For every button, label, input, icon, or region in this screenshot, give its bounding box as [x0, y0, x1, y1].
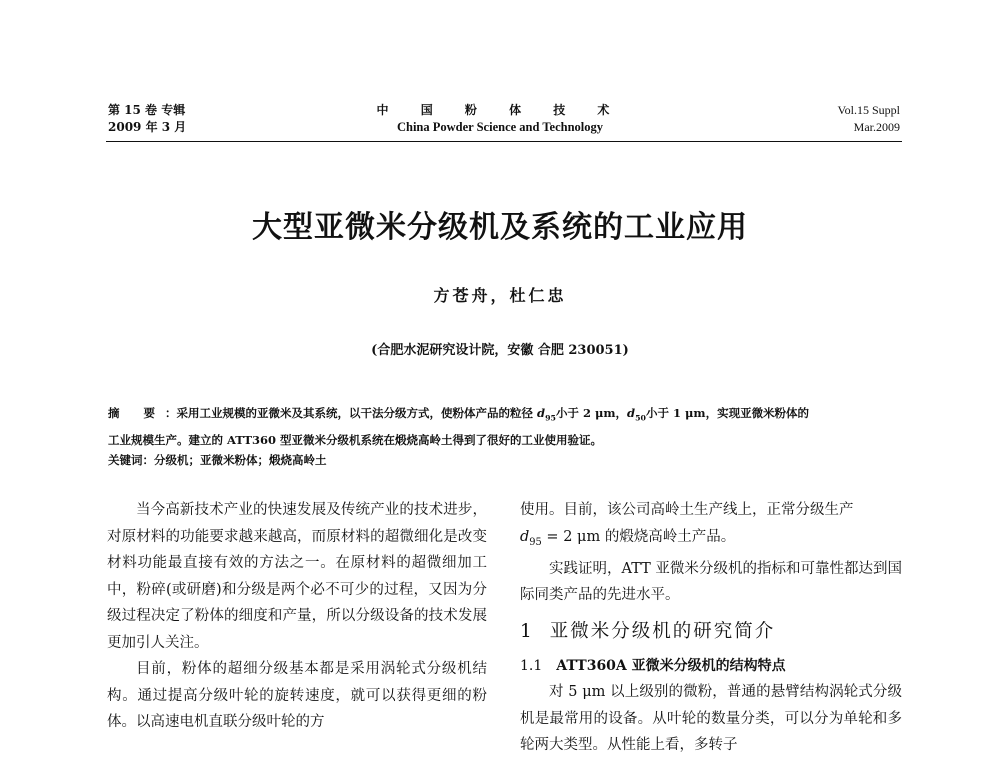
- section-1-number: 1: [520, 620, 534, 642]
- left-paragraph-2: 目前，粉体的超细分级基本都是采用涡轮式分级机结构。通过提高分级叶轮的旋转速度，就可以获得更细的粉体。以高速电机直联分级叶轮的方: [107, 661, 487, 730]
- d95-subscript: 95: [529, 536, 542, 548]
- section-1-1-heading: [520, 653, 902, 680]
- abstract-label: 摘 要: [108, 406, 166, 420]
- body-left-column: [107, 497, 487, 736]
- abstract-d50-symbol: d: [627, 406, 636, 420]
- abstract-text-a: ：采用工业规模的亚微米及其系统，以干法分级方式，使粉体产品的粒径: [165, 406, 538, 420]
- volume-issue: 第 15 卷 专辑: [108, 103, 186, 117]
- header-rule: [106, 141, 902, 142]
- left-paragraph-1: 当今高新技术产业的快速发展及传统产业的技术进步，对原材料的功能要求越来越高，而原材料的超微细化是改变材料功能最直接有效的方法之一。在原材料的超微细加工中，粉碎(或研磨)和分级是两个必不可少的过程，又因为分级过程决定了粉体的细度和产量，所以分级设备的技术发展更加引人关注。: [107, 502, 487, 651]
- abstract-d50-sub: 50: [635, 413, 646, 423]
- journal-volume-info: [108, 102, 186, 136]
- author-affiliation: (合肥水泥研究设计院，安徽 合肥 230051): [371, 343, 629, 358]
- abstract: [108, 402, 904, 451]
- abstract-text-b: 小于 2 μm，: [555, 406, 628, 420]
- keywords: [108, 450, 904, 470]
- date-english: Mar.2009: [853, 120, 900, 134]
- journal-name-block: [300, 102, 700, 136]
- journal-name-english: China Powder Science and Technology: [396, 120, 604, 134]
- right-paragraph-1: 使用。目前，该公司高岭土生产线上，正常分级生产: [520, 502, 854, 518]
- section-1-heading: [520, 617, 902, 647]
- section-1-title: 亚微米分级机的研究简介: [549, 620, 776, 642]
- d95-symbol: d: [520, 528, 530, 545]
- section-1-1-title: ATT360A 亚微米分级机的结构特点: [556, 657, 786, 674]
- journal-name-chinese: 中 国 粉 体 技 术: [376, 103, 624, 117]
- body-right-column: [520, 497, 902, 759]
- abstract-d95-symbol: d: [537, 406, 546, 420]
- section-1-1-number: 1.1: [520, 657, 543, 674]
- journal-volume-english: [838, 102, 900, 136]
- right-paragraph-3: 对 5 μm 以上级别的微粉，普通的悬臂结构涡轮式分级机是最常用的设备。从叶轮的数量分类，可以分为单轮和多轮两大类型。从性能上看，多转子: [520, 684, 902, 754]
- abstract-line-2: 工业规模生产。建立的 ATT360 型亚微米分级机系统在煅烧高岭土得到了很好的工业使用验证。: [108, 433, 603, 448]
- keywords-text: ：分级机；亚微米粉体；煅烧高岭土: [142, 453, 327, 467]
- paper-authors: 方苍舟，杜仁忠: [433, 286, 567, 305]
- keywords-label: 关键词: [108, 453, 143, 467]
- right-paragraph-2: 实践证明，ATT 亚微米分级机的指标和可靠性都达到国际同类产品的先进水平。: [520, 560, 902, 604]
- d95-text: = 2 μm 的煅烧高岭土产品。: [541, 528, 736, 545]
- right-paragraph-1b: [520, 524, 902, 556]
- paper-title: 大型亚微米分级机及系统的工业应用: [252, 210, 748, 245]
- abstract-line-1: [108, 402, 904, 429]
- volume-english: Vol.15 Suppl: [837, 103, 900, 117]
- abstract-text-c: 小于 1 μm，实现亚微米粉体的: [645, 406, 810, 420]
- issue-date: 2009 年 3 月: [108, 120, 187, 134]
- abstract-d95-sub: 95: [545, 413, 556, 423]
